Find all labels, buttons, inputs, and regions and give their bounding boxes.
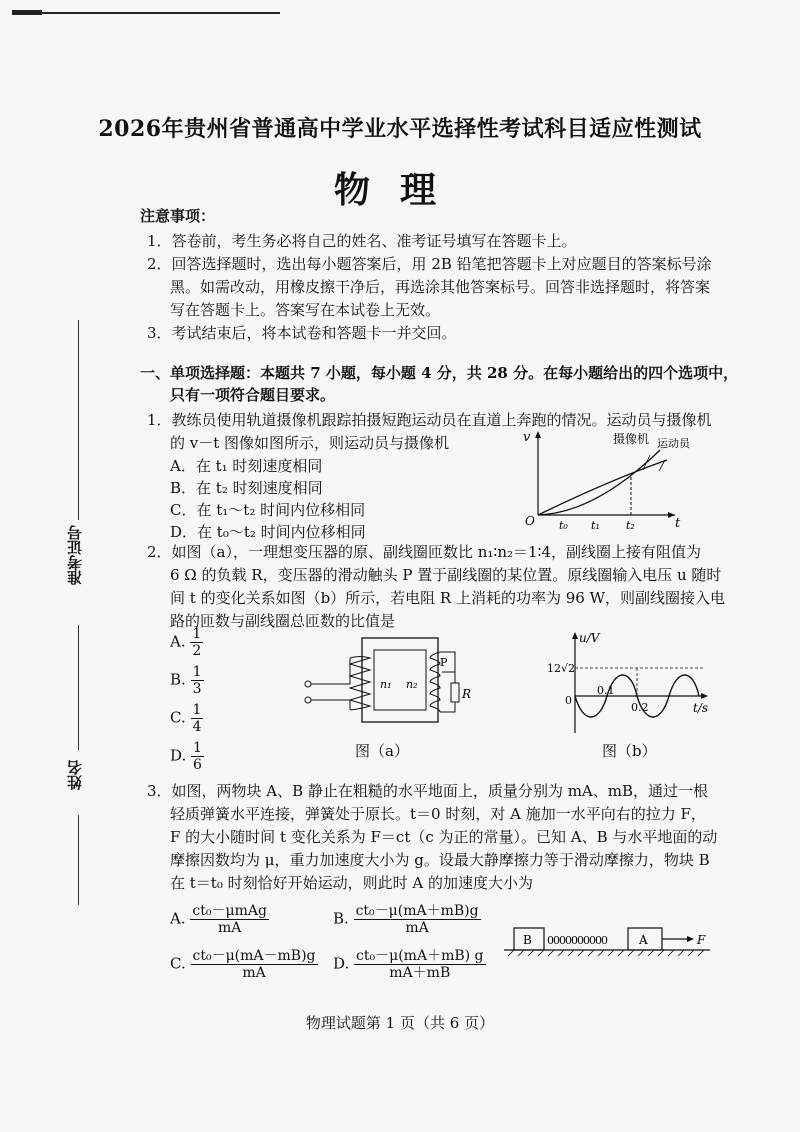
n2-label: n₂ bbox=[406, 678, 418, 691]
p-label: P bbox=[440, 656, 448, 669]
q3-option-b: B. $\frac{\text{ct₀－μ(mA＋mB)g}}{mA}$ bbox=[333, 903, 479, 936]
fraction: $\frac{1}{6}$ bbox=[193, 740, 202, 773]
binding-line-bottom bbox=[78, 815, 79, 905]
q2-stem-3: 间 t 的变化关系如图（b）所示，若电阻 R 上消耗的功率为 96 W，则副线圈接入电 bbox=[170, 589, 726, 607]
y-axis-arrow bbox=[535, 431, 541, 438]
q3-stem-5: 在 t＝t₀ 时刻恰好开始运动，则此时 A 的加速度大小为 bbox=[170, 874, 533, 892]
block-a-label: A bbox=[639, 933, 648, 947]
origin-label: O bbox=[525, 514, 535, 528]
q3-stem-4: 摩擦因数均为 μ，重力加速度大小为 g。设最大静摩擦力等于滑动摩擦力，物块 B bbox=[170, 851, 710, 869]
q1-option-b: B．在 t₂ 时刻速度相同 bbox=[170, 479, 323, 497]
notice-line-3: 黑。如需改动，用橡皮擦干净后，再选涂其他答案标号。回答非选择题时，将答案 bbox=[170, 278, 711, 296]
notice-line-4: 写在答题卡上。答案写在本试卷上无效。 bbox=[170, 301, 441, 319]
n1-label: n₁ bbox=[380, 678, 392, 691]
exam-title: 2026年贵州省普通高中学业水平选择性考试科目适应性测试 bbox=[98, 116, 702, 142]
force-arrow-head bbox=[687, 936, 694, 942]
t1-label: 0.1 bbox=[597, 684, 615, 697]
q2-option-c: C. $\frac{1}{4}$ bbox=[170, 702, 202, 735]
notice-line-5: 3．考试结束后，将本试卷和答题卡一并交回。 bbox=[147, 324, 457, 342]
input-terminal-bottom bbox=[305, 697, 311, 703]
fraction: $\frac{1}{4}$ bbox=[192, 702, 202, 735]
q1-option-d: D．在 t₀～t₂ 时间内位移相同 bbox=[170, 523, 366, 541]
camera-curve bbox=[538, 450, 660, 515]
page-footer: 物理试题第 1 页（共 6 页） bbox=[305, 1014, 495, 1032]
notice-heading: 注意事项： bbox=[140, 207, 216, 225]
resistor-r bbox=[451, 683, 459, 702]
q3-option-a: A. $\frac{\text{ct₀－μmAg}}{mA}$ bbox=[170, 903, 267, 936]
q2-stem-1: 2．如图（a），一理想变压器的原、副线圈匝数比 n₁∶n₂＝1∶4，副线圈上接有阻值为 bbox=[147, 543, 702, 561]
binding-line-top bbox=[78, 320, 79, 520]
scan-line bbox=[12, 12, 280, 14]
fig-b-caption: 图（b） bbox=[602, 742, 657, 760]
spring: 0000000000 bbox=[547, 934, 607, 947]
q3-option-c: C. $\frac{\text{ct₀－μ(mA－mB)g}}{mA}$ bbox=[170, 948, 316, 981]
camera-label: 摄像机 bbox=[613, 432, 650, 446]
block-b-label: B bbox=[523, 933, 532, 947]
primary-coil bbox=[350, 657, 370, 711]
q1-stem-1: 1．教练员使用轨道摄像机跟踪拍摄短跑运动员在直道上奔跑的情况。运动员与摄像机 bbox=[147, 411, 712, 429]
fraction: $\frac{\text{ct₀－μ(mA＋mB) g}}{mA+mB}$ bbox=[356, 948, 484, 981]
subject-title: 物理 bbox=[333, 169, 466, 211]
notice-line-2: 2．回答选择题时，选出每小题答案后，用 2B 铅笔把答题卡上对应题目的答案标号涂 bbox=[147, 255, 712, 273]
q3-option-d: D. $\frac{\text{ct₀－μ(mA＋mB) g}}{mA+mB}$ bbox=[333, 948, 484, 981]
exam-id-label: 准考证号 bbox=[66, 525, 84, 585]
iron-core-outer bbox=[362, 638, 438, 722]
athlete-label: 运动员 bbox=[657, 437, 690, 450]
t-axis-arrow bbox=[701, 693, 708, 699]
q3-stem-3: F 的大小随时间 t 变化关系为 F＝ct（c 为正的常量）。已知 A、B 与水平地面的动 bbox=[170, 828, 718, 846]
transformer-figure bbox=[290, 628, 490, 733]
notice-line-1: 1．答卷前，考生务必将自己的姓名、准考证号填写在答题卡上。 bbox=[147, 232, 577, 250]
y-axis-label: v bbox=[523, 430, 531, 445]
fraction: $\frac{\text{ct₀－μ(mA＋mB)g}}{mA}$ bbox=[355, 903, 479, 936]
peak-label: 12√2 bbox=[547, 662, 576, 675]
section-heading: 一、单项选择题：本题共 7 小题，每小题 4 分，共 28 分。在每小题给出的四个选项中， bbox=[140, 364, 739, 382]
primary-wires bbox=[311, 658, 350, 710]
fraction: $\frac{1}{2}$ bbox=[192, 626, 202, 659]
q2-stem-4: 路的匝数与副线圈总匝数的比值是 bbox=[170, 612, 396, 630]
fig-a-caption: 图（a） bbox=[355, 742, 409, 760]
x-axis-arrow bbox=[668, 512, 675, 518]
q1-option-c: C．在 t₁～t₂ 时间内位移相同 bbox=[170, 501, 366, 519]
q2-option-b: B. $\frac{1}{3}$ bbox=[170, 664, 202, 697]
r-label: R bbox=[462, 687, 472, 701]
t2-label: 0.2 bbox=[631, 701, 649, 714]
force-label: F bbox=[697, 933, 706, 947]
origin-label: 0 bbox=[565, 694, 572, 707]
blocks-figure bbox=[500, 918, 720, 962]
u-axis-label: u/V bbox=[579, 631, 600, 645]
u-axis-arrow bbox=[572, 632, 578, 639]
x-axis-label: t bbox=[675, 516, 681, 531]
athlete-curve bbox=[538, 460, 667, 515]
q2-option-a: A. $\frac{1}{2}$ bbox=[170, 626, 202, 659]
q2-stem-2: 6 Ω 的负载 R，变压器的滑动触头 P 置于副线圈的某位置。原线圈输入电压 u 随时 bbox=[170, 566, 722, 584]
name-label: 姓名 bbox=[66, 760, 84, 790]
fraction: $\frac{\text{ct₀－μmAg}}{mA}$ bbox=[192, 903, 267, 936]
voltage-graph bbox=[545, 628, 720, 743]
q3-stem-1: 3．如图，两物块 A、B 静止在粗糙的水平地面上，质量分别为 mA、mB，通过一根 bbox=[147, 782, 709, 800]
q1-option-a: A．在 t₁ 时刻速度相同 bbox=[170, 457, 323, 475]
q2-option-d: D. $\frac{1}{6}$ bbox=[170, 740, 202, 773]
q1-stem-2: 的 v－t 图像如图所示，则运动员与摄像机 bbox=[170, 434, 450, 452]
t-axis-label: t/s bbox=[693, 701, 709, 715]
binding-line-middle bbox=[78, 625, 79, 750]
ground-hatching bbox=[508, 950, 704, 956]
q3-stem-2: 轻质弹簧水平连接，弹簧处于原长。t＝0 时刻，对 A 施加一水平向右的拉力 F， bbox=[170, 805, 706, 823]
fraction: $\frac{\text{ct₀－μ(mA－mB)g}}{mA}$ bbox=[192, 948, 316, 981]
tick-t1: t₁ bbox=[591, 519, 600, 532]
q1-vt-graph bbox=[515, 425, 690, 535]
tick-t2: t₂ bbox=[626, 519, 635, 532]
input-terminal-top bbox=[305, 681, 311, 687]
tick-t0: t₀ bbox=[559, 519, 568, 532]
fraction: $\frac{1}{3}$ bbox=[192, 664, 202, 697]
section-heading-2: 只有一项符合题目要求。 bbox=[170, 386, 336, 404]
